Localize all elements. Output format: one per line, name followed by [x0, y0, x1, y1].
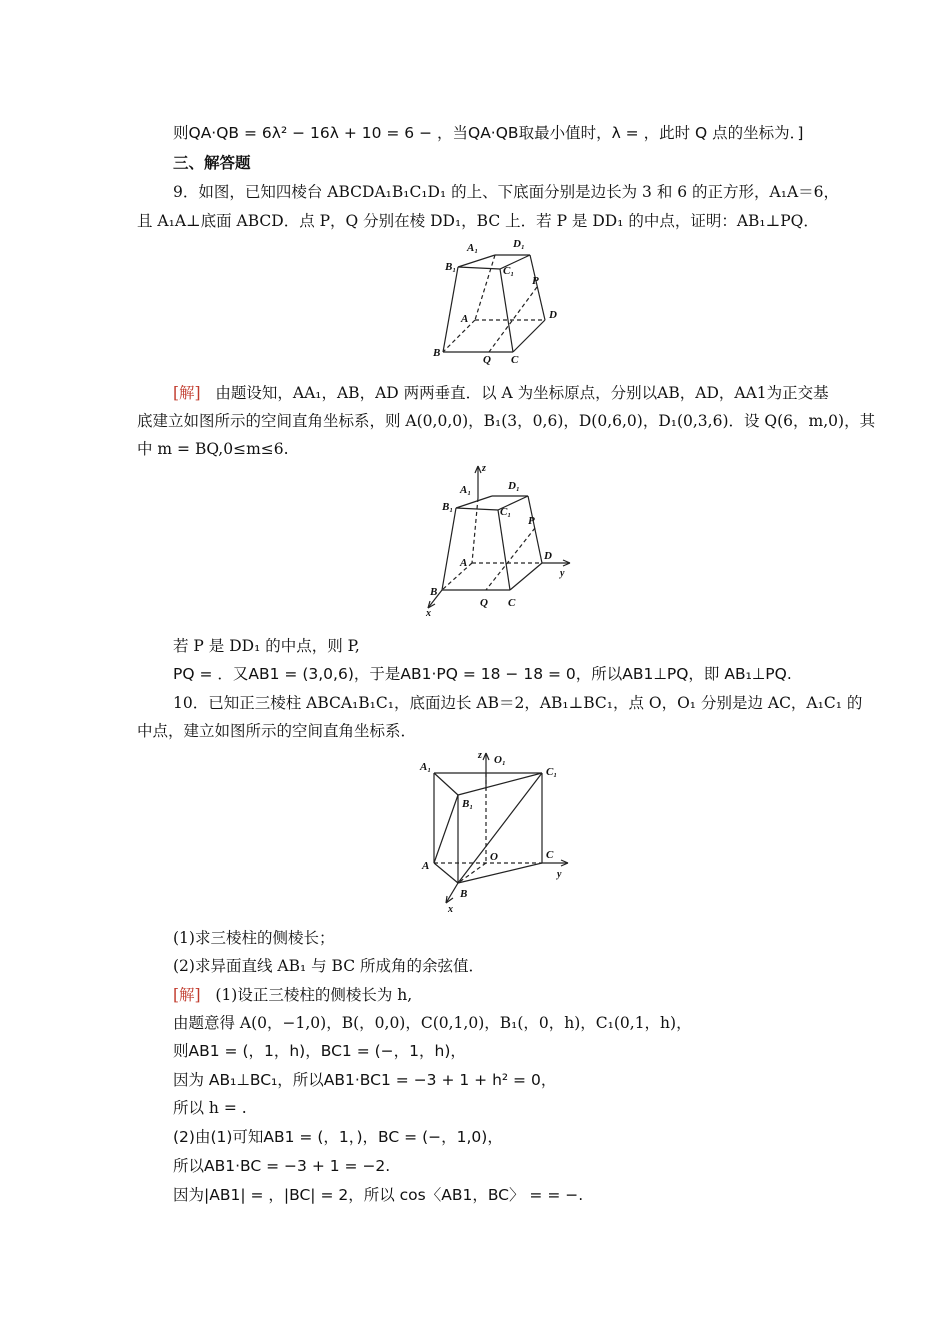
figure-frustum-axes — [420, 458, 580, 618]
fig2-label-D1: D₁ — [508, 480, 520, 492]
fig3-label-B1: B₁ — [462, 798, 474, 810]
problem-9-line-1: 9．如图，已知四棱台 ABCDA₁B₁C₁D₁ 的上、下底面分别是边长为 3 和 6 的正方形，A₁A＝6， — [173, 183, 839, 201]
fig2-label-C1: C₁ — [500, 506, 512, 518]
fig1-label-B: B — [433, 347, 441, 359]
solution-9-line-4: 若 P 是 DD₁ 的中点，则 P, — [173, 637, 360, 655]
solution-tag: [解] — [173, 384, 201, 402]
fig2-label-P: P — [528, 515, 535, 527]
fig1-label-P: P — [532, 275, 539, 287]
fig3-label-y: y — [557, 869, 562, 880]
fig2-label-D: D — [544, 550, 552, 562]
fig2-label-B1: B₁ — [442, 501, 454, 513]
fig2-label-C: C — [508, 597, 516, 609]
fig1-label-A: A — [461, 313, 469, 325]
solution-10-line-3: 则AB1 = (，1，h)，BC1 = (−，1，h)， — [173, 1042, 466, 1060]
solution-9-line-5: PQ = ．又AB1 = (3,0,6)，于是AB1·PQ = 18 − 18 = 0，所以AB1⊥PQ，即 AB₁⊥PQ. — [173, 665, 792, 683]
fig2-label-A1: A₁ — [460, 484, 472, 496]
figure-frustum — [425, 232, 570, 367]
fig1-label-D1: D₁ — [513, 238, 525, 250]
text-line-1: 则QA·QB = 6λ² − 16λ + 10 = 6 − ，当QA·QB取最小值时，λ = ，此时 Q 点的坐标为．] — [173, 124, 804, 142]
problem-9-line-2: 且 A₁A⊥底面 ABCD．点 P，Q 分别在棱 DD₁，BC 上．若 P 是 DD₁ 的中点，证明：AB₁⊥PQ． — [137, 212, 819, 230]
fig1-label-Q: Q — [483, 354, 491, 366]
fig1-label-C1: C₁ — [503, 265, 515, 277]
fig2-label-z: z — [482, 463, 486, 474]
fig1-label-D: D — [549, 309, 557, 321]
solution-9-text: 由题设知，AA₁，AB，AD 两两垂直．以 A 为坐标原点，分别以AB，AD，AA1为正交基 — [215, 384, 829, 402]
fig3-label-C1: C₁ — [546, 766, 558, 778]
solution-10-line-5: 所以 h = . — [173, 1099, 247, 1117]
solution-10-line-6: (2)由(1)可知AB1 = (，1，)，BC = (−，1,0)， — [173, 1128, 503, 1146]
fig2-label-x: x — [426, 608, 431, 618]
solution-10-line-1 — [173, 985, 412, 1005]
solution-9-line-3: 中 m = BQ,0≤m≤6. — [137, 440, 289, 458]
section-heading: 三、解答题 — [173, 153, 251, 172]
question-10-2: (2)求异面直线 AB₁ 与 BC 所成角的余弦值． — [173, 957, 485, 975]
fig2-label-y: y — [560, 568, 565, 579]
fig3-label-O: O — [490, 851, 498, 863]
fig1-label-B1: B₁ — [445, 261, 457, 273]
fig3-label-z: z — [478, 750, 482, 761]
problem-10-line-1: 10．已知正三棱柱 ABCA₁B₁C₁，底面边长 AB＝2，AB₁⊥BC₁，点 O，O₁ 分别是边 AC，A₁C₁ 的 — [173, 694, 863, 712]
solution-10-text: (1)设正三棱柱的侧棱长为 h, — [215, 986, 413, 1004]
fig3-label-x: x — [448, 904, 453, 915]
solution-10-line-4: 因为 AB₁⊥BC₁，所以AB1·BC1 = −3 + 1 + h² = 0， — [173, 1071, 557, 1089]
fig3-label-B: B — [460, 888, 468, 900]
solution-9-line-1 — [173, 383, 829, 403]
fig2-label-B: B — [430, 586, 438, 598]
figure-prism — [418, 745, 578, 915]
fig3-label-A: A — [422, 860, 430, 872]
solution-10-line-8: 因为|AB1| = ，|BC| = 2，所以 cos〈AB1，BC〉 = = −. — [173, 1186, 584, 1204]
solution-9-line-2: 底建立如图所示的空间直角坐标系，则 A(0,0,0)，B₁(3，0,6)，D(0,6,0)，D₁(0,3,6)．设 Q(6，m,0)，其 — [137, 412, 876, 430]
problem-10-line-2: 中点，建立如图所示的空间直角坐标系． — [137, 722, 417, 740]
fig2-label-A: A — [460, 557, 468, 569]
fig2-label-Q: Q — [480, 597, 488, 609]
solution-10-line-7: 所以AB1·BC = −3 + 1 = −2. — [173, 1157, 391, 1175]
fig3-label-C: C — [546, 849, 554, 861]
fig3-label-O1: O₁ — [494, 754, 506, 766]
fig1-label-A1: A₁ — [467, 242, 479, 254]
solution-10-line-2: 由题意得 A(0，−1,0)，B(，0,0)，C(0,1,0)，B₁(，0，h)，C₁(0,1，h)， — [173, 1014, 692, 1032]
solution-10-tag: [解] — [173, 986, 201, 1004]
question-10-1: (1)求三棱柱的侧棱长； — [173, 929, 335, 947]
fig1-label-C: C — [511, 354, 519, 366]
fig3-label-A1: A₁ — [420, 761, 432, 773]
